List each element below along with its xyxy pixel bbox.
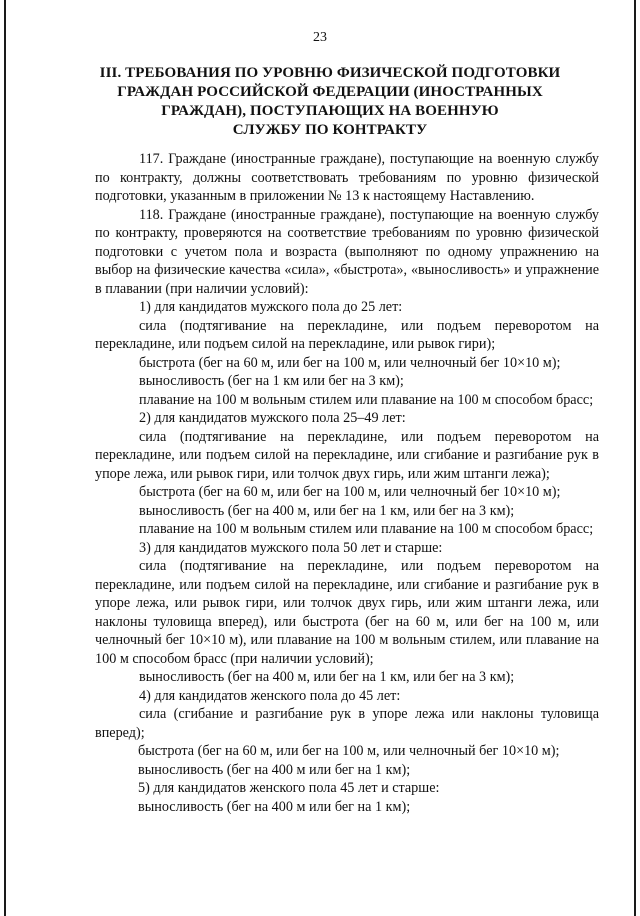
list-item: сила (подтягивание на перекладине, или подъем переворотом на перекладине, или подъем силой на перекладине, или рывок гири);	[95, 317, 599, 352]
list-item: быстрота (бег на 60 м, или бег на 100 м, или челночный бег 10×10 м);	[139, 354, 561, 371]
scan-border-right	[634, 0, 636, 916]
list-item: плавание на 100 м вольным стилем или плавание на 100 м способом брасс;	[139, 391, 594, 408]
list-item: сила (подтягивание на перекладине, или подъем переворотом на перекладине, или подъем силой на перекладине, или сгибание и разгибание рук в упоре лежа, или рывок гири, или толчок двух гирь, или жим штанги лежа, или наклоны туловища вперед), или быстрота (бег на 60 м, или бег на 100 м, или челночный бег 10×10 м), или плавание на 100 м вольным стилем, или плавание на 100 м способом брасс (при наличии условий);	[95, 558, 599, 667]
list-item: выносливость (бег на 400 м, или бег на 1 км, или бег на 3 км);	[139, 502, 515, 519]
list-item: сила (сгибание и разгибание рук в упоре лежа или наклоны туловища вперед);	[95, 706, 599, 741]
list-item: сила (подтягивание на перекладине, или подъем переворотом на перекладине, или подъем силой на перекладине, или сгибание и разгибание рук в упоре лежа, или рывок гири, или толчок двух гирь, или жим штанги лежа);	[95, 428, 599, 482]
heading-line: ГРАЖДАН РОССИЙСКОЙ ФЕДЕРАЦИИ (ИНОСТРАННЫХ	[117, 84, 543, 100]
heading-line: СЛУЖБУ ПО КОНТРАКТУ	[232, 122, 428, 138]
list-heading-women-45-plus: 5) для кандидатов женского пола 45 лет и старше:	[138, 780, 440, 796]
list-item: выносливость (бег на 1 км или бег на 3 км);	[139, 373, 404, 389]
list-heading-men-under-25: 1) для кандидатов мужского пола до 25 лет:	[139, 299, 403, 315]
document-body	[95, 150, 599, 816]
heading-line: ГРАЖДАН), ПОСТУПАЮЩИХ НА ВОЕННУЮ	[161, 103, 499, 119]
section-heading	[90, 64, 570, 140]
list-item: выносливость (бег на 400 м или бег на 1 км);	[138, 761, 411, 778]
paragraph-118: 118. Граждане (иностранные граждане), поступающие на военную службу по контракту, проверяются на соответствие требованиям по уровню физической подготовки с учетом пола и возраста (выполняют по одному упражнению на выбор на физические качества «сила», «быстрота», «выносливость» и упражнение в плавании (при наличии условий):	[95, 206, 599, 297]
list-item: выносливость (бег на 400 м, или бег на 1 км, или бег на 3 км);	[139, 669, 515, 685]
scan-border-left	[4, 0, 6, 916]
page-number: 23	[313, 30, 327, 45]
heading-line: III. ТРЕБОВАНИЯ ПО УРОВНЮ ФИЗИЧЕСКОЙ ПОДГОТОВКИ	[99, 65, 561, 81]
list-item: плавание на 100 м вольным стилем или плавание на 100 м способом брасс;	[139, 521, 594, 537]
list-item: быстрота (бег на 60 м, или бег на 100 м, или челночный бег 10×10 м);	[139, 484, 561, 500]
list-item: выносливость (бег на 400 м или бег на 1 км);	[138, 798, 411, 815]
paragraph-117: 117. Граждане (иностранные граждане), поступающие на военную службу по контракту, должны соответствовать требованиям по уровню физической подготовки, указанным в приложении № 13 к настоящему Наставлению.	[95, 151, 599, 204]
list-item: быстрота (бег на 60 м, или бег на 100 м, или челночный бег 10×10 м);	[138, 743, 560, 759]
list-heading-men-50-plus: 3) для кандидатов мужского пола 50 лет и старше:	[139, 539, 443, 556]
list-heading-men-25-49: 2) для кандидатов мужского пола 25–49 лет:	[139, 410, 406, 426]
list-heading-women-under-45: 4) для кандидатов женского пола до 45 лет:	[139, 687, 401, 704]
